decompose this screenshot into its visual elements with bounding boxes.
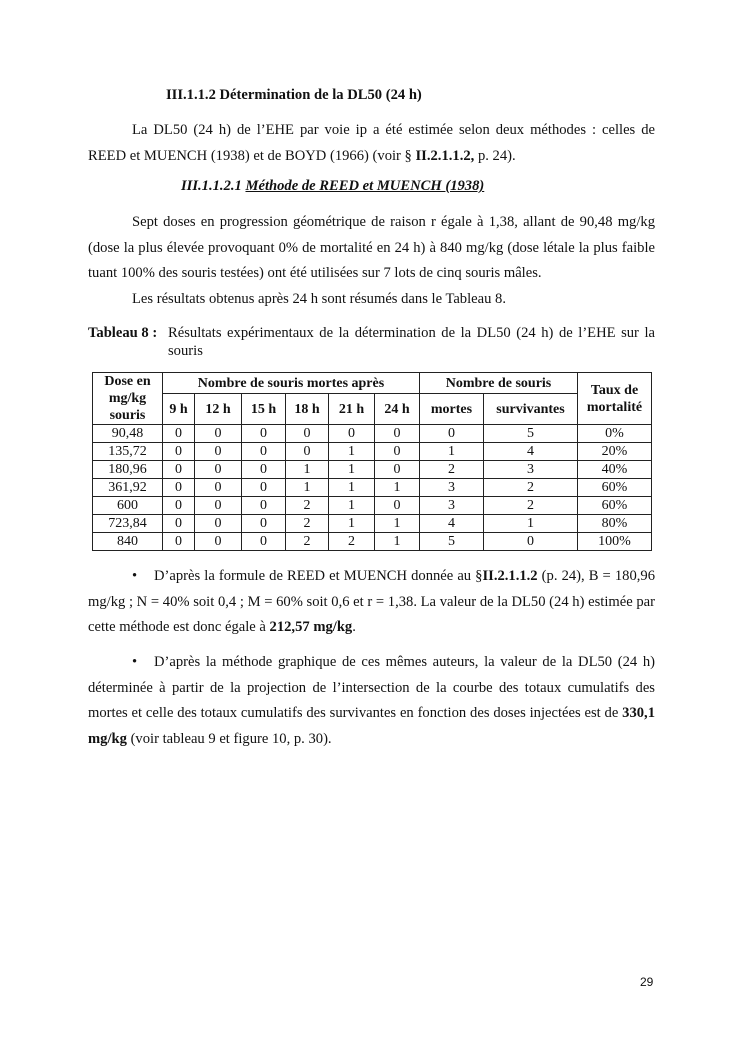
- intro-ref: II.2.1.1.2,: [415, 147, 475, 164]
- header-time: 9 h: [163, 394, 195, 425]
- value-cell: 0: [195, 443, 242, 461]
- value-cell: 0: [195, 425, 242, 443]
- dose-cell: 361,92: [93, 479, 163, 497]
- value-cell: 2: [329, 533, 375, 551]
- page-number: 29: [640, 975, 654, 989]
- dose-cell: 600: [93, 497, 163, 515]
- dose-cell: 135,72: [93, 443, 163, 461]
- header-taux: Taux de mortalité: [578, 373, 652, 425]
- intro-text-end: p. 24).: [474, 147, 516, 164]
- value-cell: 1: [375, 515, 420, 533]
- header-mortes-apres: Nombre de souris mortes après: [163, 373, 420, 394]
- value-cell: 3: [420, 497, 484, 515]
- bullet-icon: •: [132, 654, 138, 670]
- value-cell: 0: [242, 479, 286, 497]
- bullet-text: .: [352, 619, 356, 636]
- header-time: 21 h: [329, 394, 375, 425]
- value-cell: 2: [484, 497, 578, 515]
- bullet-reed-muench: [88, 564, 655, 641]
- value-cell: 1: [286, 461, 329, 479]
- value-cell: 0: [163, 533, 195, 551]
- value-cell: 0: [286, 425, 329, 443]
- value-cell: 2: [286, 533, 329, 551]
- value-cell: 1: [329, 461, 375, 479]
- value-cell: 0: [375, 497, 420, 515]
- bullet-text: (voir tableau 9 et figure 10, p. 30).: [126, 731, 332, 748]
- value-cell: 3: [484, 461, 578, 479]
- intro-paragraph: [88, 118, 655, 169]
- value-cell: 1: [329, 515, 375, 533]
- header-dose: Dose en mg/kg souris: [93, 373, 163, 425]
- value-cell: 0: [375, 443, 420, 461]
- dose-cell: 180,96: [93, 461, 163, 479]
- header-time: 12 h: [195, 394, 242, 425]
- value-cell: 0: [242, 515, 286, 533]
- value-cell: 0: [286, 443, 329, 461]
- value-cell: 0: [242, 533, 286, 551]
- caption-label: Tableau 8 :: [88, 325, 158, 341]
- doses-paragraph: Sept doses en progression géométrique de raison r égale à 1,38, allant de 90,48 mg/kg (dose la plus élevée provoquant 0% de mortalité en 24 h) à 840 mg/kg (dose létale la plus faible tuant 100% des souris testées) ont été utilisées sur 7 lots de cinq souris mâles.: [88, 214, 655, 282]
- table-row: [93, 533, 652, 551]
- header-time: 18 h: [286, 394, 329, 425]
- header-mortes: mortes: [420, 394, 484, 425]
- value-cell: 1: [375, 479, 420, 497]
- subsection-title: Méthode de REED et MUENCH (1938): [245, 178, 485, 194]
- value-cell: 1: [329, 497, 375, 515]
- value-cell: 0: [242, 425, 286, 443]
- bullet-text: D’après la formule de REED et MUENCH donnée au §: [154, 568, 483, 584]
- subsection-number: III.1.1.2.1: [181, 178, 242, 194]
- bullet-text: (p. 24), B = 180,96 mg/kg ; N = 40% soit 0,4 ; M = 60% soit 0,6 et r = 1,38. La valeur de la DL50 (24 h) estimée par cette méthode est donc égale à: [88, 568, 655, 636]
- value-cell: 0: [375, 461, 420, 479]
- value-cell: 1: [484, 515, 578, 533]
- table-row: [93, 461, 652, 479]
- table-row: [93, 497, 652, 515]
- value-cell: 1: [420, 443, 484, 461]
- value-cell: 0: [329, 425, 375, 443]
- intro-text: La DL50 (24 h) de l’EHE par voie ip a été estimée selon deux méthodes : celles de REED et MUENCH (1938) et de BOYD (1966) (voir §: [88, 122, 655, 164]
- dose-cell: 840: [93, 533, 163, 551]
- value-cell: 4: [484, 443, 578, 461]
- value-cell: 100%: [578, 533, 652, 551]
- table-row: [93, 515, 652, 533]
- value-cell: 0: [163, 425, 195, 443]
- header-time: 24 h: [375, 394, 420, 425]
- value-cell: 0: [163, 479, 195, 497]
- value-cell: 0: [195, 533, 242, 551]
- value-cell: 0: [163, 443, 195, 461]
- value-cell: 60%: [578, 497, 652, 515]
- value-cell: 5: [420, 533, 484, 551]
- value-cell: 20%: [578, 443, 652, 461]
- value-cell: 5: [484, 425, 578, 443]
- table-body: [93, 425, 652, 551]
- subsection-heading: [181, 178, 484, 195]
- value-cell: 0%: [578, 425, 652, 443]
- results-paragraph: Les résultats obtenus après 24 h sont résumés dans le Tableau 8.: [132, 291, 507, 307]
- section-heading: III.1.1.2 Détermination de la DL50 (24 h): [166, 87, 422, 103]
- value-cell: 0: [242, 461, 286, 479]
- bullet-graphique: [88, 650, 655, 753]
- value-cell: 2: [420, 461, 484, 479]
- value-cell: 0: [242, 497, 286, 515]
- value-cell: 40%: [578, 461, 652, 479]
- value-cell: 2: [286, 515, 329, 533]
- bullet-text: D’après la méthode graphique de ces mêmes auteurs, la valeur de la DL50 (24 h) déterminée à partir de la projection de l’intersection de la courbe des totaux cumulatifs des mortes et celle des totaux cumulatifs des survivantes en fonction des doses injectées est de: [88, 654, 655, 722]
- value-cell: 2: [484, 479, 578, 497]
- value-cell: 0: [484, 533, 578, 551]
- dl50-value: 212,57 mg/kg: [269, 619, 353, 636]
- value-cell: 2: [286, 497, 329, 515]
- value-cell: 1: [329, 443, 375, 461]
- table-caption: [88, 324, 655, 360]
- table-row: [93, 479, 652, 497]
- value-cell: 0: [163, 515, 195, 533]
- value-cell: 0: [195, 479, 242, 497]
- value-cell: 0: [163, 497, 195, 515]
- value-cell: 1: [329, 479, 375, 497]
- bullet-icon: •: [132, 568, 138, 584]
- results-table: [92, 372, 652, 551]
- dl50-value: 330,1 mg/kg: [88, 705, 655, 748]
- value-cell: 0: [163, 461, 195, 479]
- value-cell: 4: [420, 515, 484, 533]
- value-cell: 1: [375, 533, 420, 551]
- table-row: [93, 425, 652, 443]
- caption-text: Résultats expérimentaux de la détermination de la DL50 (24 h) de l’EHE sur la souris: [168, 325, 655, 359]
- value-cell: 3: [420, 479, 484, 497]
- header-survivantes: survivantes: [484, 394, 578, 425]
- value-cell: 0: [195, 515, 242, 533]
- table-row: [93, 443, 652, 461]
- value-cell: 0: [242, 443, 286, 461]
- value-cell: 60%: [578, 479, 652, 497]
- dose-cell: 723,84: [93, 515, 163, 533]
- value-cell: 80%: [578, 515, 652, 533]
- value-cell: 0: [195, 497, 242, 515]
- header-time: 15 h: [242, 394, 286, 425]
- bullet-ref: II.2.1.1.2: [482, 568, 538, 584]
- value-cell: 0: [375, 425, 420, 443]
- value-cell: 0: [420, 425, 484, 443]
- value-cell: 0: [195, 461, 242, 479]
- value-cell: 1: [286, 479, 329, 497]
- dose-cell: 90,48: [93, 425, 163, 443]
- header-nombre: Nombre de souris: [420, 373, 578, 394]
